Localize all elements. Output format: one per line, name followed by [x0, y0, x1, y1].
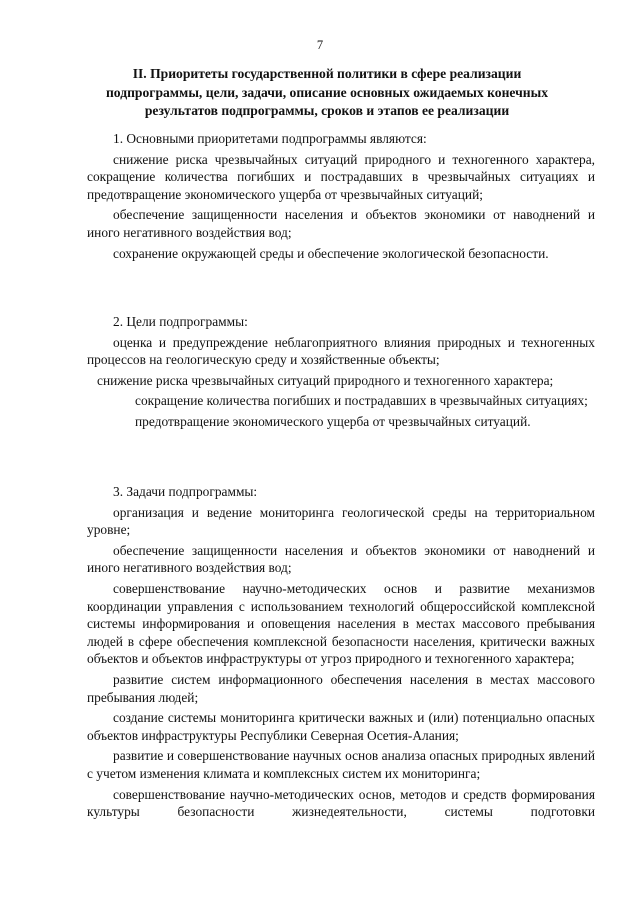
section-heading: 3. Задачи подпрограммы: — [113, 484, 258, 499]
section-2 — [87, 313, 595, 431]
list-item: обеспечение защищенности населения и объектов экономики от наводнений и иного негативного воздействия вод; — [87, 542, 595, 576]
section-heading: 1. Основными приоритетами подпрограммы являются: — [113, 131, 427, 146]
list-item: сохранение окружающей среды и обеспечение экологической безопасности. — [113, 245, 549, 261]
section-title: II. Приоритеты государственной политики в сфере реализации подпрограммы, цели, задачи, описание основных ожидаемых конечных результатов подпрограммы, сроков и этапов ее реализации — [105, 66, 549, 118]
list-item: организация и ведение мониторинга геологической среды на территориальном уровне; — [87, 504, 595, 538]
section-3 — [87, 483, 595, 821]
list-item: совершенствование научно-методических основ, методов и средств формирования культуры безопасности жизнедеятельности, системы подготовки — [87, 786, 595, 820]
section-heading: 2. Цели подпрограммы: — [113, 314, 248, 329]
list-item: снижение риска чрезвычайных ситуаций природного и техногенного характера; — [97, 372, 554, 388]
list-item: развитие и совершенствование научных основ анализа опасных природных явлений с учетом изменения климата и комплексных систем их мониторинга; — [87, 748, 595, 781]
list-item: сокращение количества погибших и пострадавших в чрезвычайных ситуациях; — [135, 393, 588, 409]
page-number: 7 — [316, 38, 324, 52]
list-item: обеспечение защищенности населения и объектов экономики от наводнений и иного негативного воздействия вод; — [87, 207, 595, 240]
list-item: создание системы мониторинга критически важных и (или) потенциально опасных объектов инфраструктуры Республики Северная Осетия-Алания; — [87, 710, 595, 743]
list-item: развитие систем информационного обеспечения населения в местах массового пребывания людей; — [87, 671, 595, 705]
list-item: совершенствование научно-методических основ и развитие механизмов координации управления с использованием технологий общероссийской комплексной системы информирования и оповещения населения в местах массового пребывания людей в сфере обеспечения комплексной безопасности населения, критически важных объектов и объектов инфраструктуры от угроз природного и техногенного характера; — [87, 580, 595, 667]
list-item: снижение риска чрезвычайных ситуаций природного и техногенного характера, сокращение количества погибших и пострадавших в чрезвычайных ситуациях и предотвращение экономического ущерба от чрезвычайных ситуаций; — [87, 151, 595, 202]
list-item: предотвращение экономического ущерба от чрезвычайных ситуаций. — [135, 413, 531, 429]
section-1 — [87, 130, 595, 262]
list-item: оценка и предупреждение неблагоприятного влияния природных и техногенных процессов на геологическую среду и хозяйственные объекты; — [87, 334, 595, 368]
